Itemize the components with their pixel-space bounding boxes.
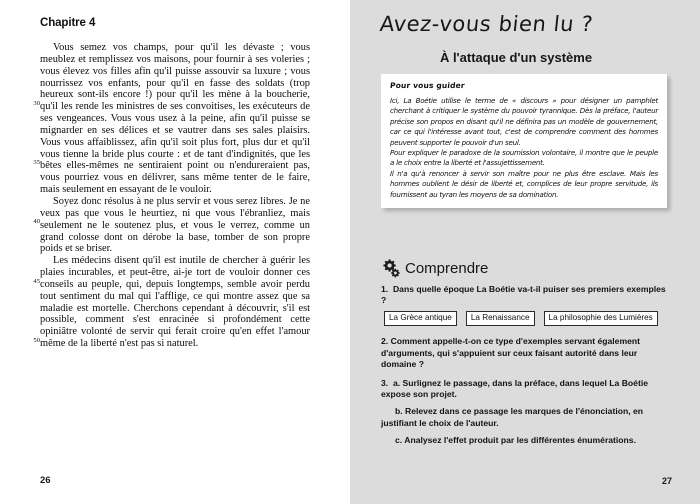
line-number: 40 bbox=[33, 218, 40, 225]
question-subpart: b. Relevez dans ce passage les marques de l'énonciation, en justifiant le choix de l'auteur. bbox=[381, 406, 644, 428]
line-number: 45 bbox=[33, 278, 40, 285]
question-text bbox=[381, 378, 673, 401]
question-body: Dans quelle époque La Boétie va-t-il puiser ses premiers exemples ? bbox=[381, 284, 666, 306]
question-text bbox=[381, 336, 673, 370]
question-number: 1. bbox=[381, 284, 389, 294]
question-number: 3. bbox=[381, 377, 389, 388]
guide-callout-box bbox=[381, 74, 667, 208]
question-item bbox=[381, 378, 673, 447]
question-number: 2. bbox=[381, 336, 389, 347]
answer-option[interactable]: La Grèce antique bbox=[384, 311, 457, 327]
answer-option[interactable]: La philosophie des Lumières bbox=[544, 311, 658, 327]
question-text bbox=[381, 284, 673, 307]
question-item bbox=[381, 284, 673, 326]
guide-paragraph: Il n'a qu'à renoncer à servir son maître pour ne plus être esclave. Mais les hommes oublient le désir de liberté et, complices de leur propre servitude, ils fournissent au tyran les moyens de sa domination. bbox=[390, 168, 658, 199]
line-number: 50 bbox=[33, 337, 40, 344]
guide-box-heading: Pour vous guider bbox=[389, 81, 466, 90]
guide-paragraph: Ici, La Boétie utilise le terme de « discours » pour désigner un pamphlet cherchant à critiquer le système du pouvoir tyrannique. Dès la préface, l'auteur précise son propos en disant qu'il ne définira pas un modèle de gouvernement, car ce qui l'intéresse avant tout, c'est de comprendre comment des hommes peuvent supporter le pouvoir d'un seul. bbox=[390, 96, 658, 147]
question-subpart: c. Analysez l'effet produit par les différentes énumérations. bbox=[395, 435, 636, 446]
page-number-right: 27 bbox=[661, 476, 672, 486]
right-page bbox=[350, 0, 700, 504]
line-number: 35 bbox=[33, 159, 40, 166]
question-body: a. Surlignez le passage, dans la préface, dans lequel La Boétie expose son projet. bbox=[381, 377, 648, 399]
gears-icon bbox=[381, 258, 401, 278]
question-body: Comment appelle-t-on ce type d'exemples servant également d'arguments, qui s'appuient sur ceux faisant autorité dans leur domaine ? bbox=[381, 336, 640, 370]
chapter-heading: Chapitre 4 bbox=[40, 17, 96, 29]
guide-paragraph: Pour expliquer le paradoxe de la soumission volontaire, il montre que le peuple a le choix entre la liberté et l'assujettissement. bbox=[390, 148, 658, 168]
paragraph: Soyez donc résolus à ne plus servir et vous serez libres. Je ne veux pas que vous le heurtiez, ni que vous l'ébranliez, mais seulement ne le soutenez plus, et vous le verrez, comme un grand colosse dont on dérobe la base, tomber de son propre poids et se briser. bbox=[40, 195, 310, 255]
paragraph: Vous semez vos champs, pour qu'il les dévaste ; vous meublez et remplissez vos maisons, pour fournir à ses voleries ; vous élevez vos filles afin qu'il puisse assouvir sa luxure ; vous nourrissez vos enfants, pour qu'il en fasse des soldats (trop heureux sont-ils encore !) pour qu'il les mène à la boucherie, qu'il les rende les ministres de ses convoitises, les exécuteurs de ses vengeances. Vous vous usez à la peine, afin qu'il puisse se mignarder en ses délices et se vautrer dans ses sales plaisirs. Vous vous affaiblissez, afin qu'il soit plus fort, plus dur et qu'il vous tienne la bride plus courte : et de tant d'indignités, que les bêtes elles-mêmes ne sentiraient point ou n'endureraient pas, vous pourriez vous en délivrer, sans même tenter de le faire, mais seulement en essayant de le vouloir. bbox=[40, 42, 310, 196]
question-item bbox=[381, 336, 673, 370]
questions-list bbox=[381, 284, 673, 454]
answer-options bbox=[384, 311, 673, 327]
comprendre-section-header bbox=[381, 258, 488, 278]
page-number-left: 26 bbox=[40, 475, 51, 486]
chapter-body-text bbox=[40, 42, 310, 350]
line-number: 30 bbox=[33, 100, 40, 107]
page-title: Avez-vous bien lu ? bbox=[378, 12, 595, 36]
page-subtitle: À l'attaque d'un système bbox=[439, 50, 593, 65]
paragraph: Les médecins disent qu'il est inutile de chercher à guérir les plaies incurables, et peut-être, ai-je tort de vouloir donner ces conseils au peuple, qui, depuis longtemps, semble avoir perdu tout sentiment du mal qui l'afflige, ce qui montre assez que sa maladie est mortelle. Cherchons cependant à découvrir, s'il est possible, comment s'est enracinée si profondément cette opiniâtre volonté de servir qui ferait croire qu'en effet l'amour même de la liberté n'est pas si naturel. bbox=[40, 255, 310, 350]
comprendre-heading-label: Comprendre bbox=[405, 259, 489, 277]
answer-option[interactable]: La Renaissance bbox=[466, 311, 535, 327]
